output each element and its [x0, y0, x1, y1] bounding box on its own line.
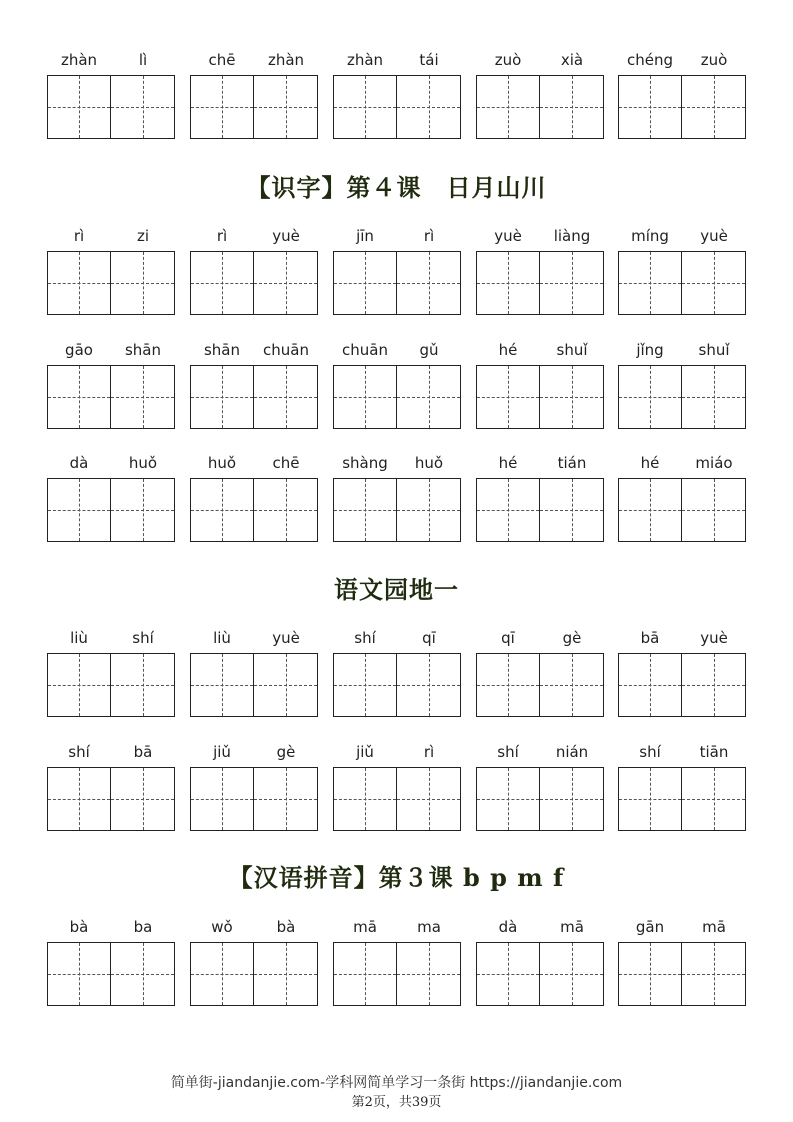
writing-grid-cell[interactable] — [190, 767, 254, 831]
pinyin-label: zi — [136, 227, 150, 245]
writing-grid-cell[interactable] — [254, 251, 318, 315]
pinyin-label: gè — [562, 629, 582, 647]
writing-grid-cell[interactable] — [47, 251, 111, 315]
writing-grid-cell[interactable] — [540, 365, 604, 429]
pinyin-label: bà — [69, 918, 89, 936]
writing-grid-cell[interactable] — [682, 767, 746, 831]
pinyin-label: huǒ — [207, 454, 237, 472]
word-group — [618, 742, 746, 842]
writing-grid-cell[interactable] — [682, 653, 746, 717]
pinyin-label: gǔ — [419, 341, 439, 359]
writing-grid-cell[interactable] — [618, 75, 682, 139]
writing-grid-cell[interactable] — [618, 942, 682, 1006]
pinyin-label: qī — [422, 629, 436, 647]
pinyin-label: yuè — [494, 227, 522, 245]
pinyin-label: tián — [557, 454, 587, 472]
pinyin-row — [0, 742, 793, 842]
pinyin-label: chéng — [626, 51, 673, 69]
pinyin-label: miáo — [695, 454, 733, 472]
pinyin-label: zhàn — [60, 51, 98, 69]
pinyin-label: tiān — [699, 743, 729, 761]
writing-grid-cell[interactable] — [397, 75, 461, 139]
pinyin-label: shí — [354, 629, 376, 647]
pinyin-row — [0, 917, 793, 1017]
pinyin-label: bà — [276, 918, 296, 936]
pinyin-label: chuān — [342, 341, 388, 359]
word-group — [47, 628, 175, 728]
writing-grid-cell[interactable] — [540, 75, 604, 139]
word-group — [333, 50, 461, 150]
pinyin-label: dà — [69, 454, 89, 472]
section-title: 【识字】第４课 日月山川 — [246, 173, 547, 202]
writing-grid-cell[interactable] — [618, 251, 682, 315]
pinyin-label: huǒ — [128, 454, 158, 472]
writing-grid-cell[interactable] — [540, 942, 604, 1006]
pinyin-label: chē — [208, 51, 236, 69]
pinyin-label: gè — [276, 743, 296, 761]
word-group — [476, 742, 604, 842]
writing-grid-cell[interactable] — [682, 75, 746, 139]
footer-source: 简单街-jiandanjie.com-学科网简单学习一条街 https://jiandanjie.com — [170, 1075, 623, 1091]
pinyin-label: bā — [133, 743, 153, 761]
pinyin-label: jiǔ — [213, 743, 231, 761]
word-group — [476, 50, 604, 150]
pinyin-label: chē — [272, 454, 300, 472]
pinyin-label: zhàn — [267, 51, 305, 69]
pinyin-label: mā — [702, 918, 726, 936]
word-group — [190, 628, 318, 728]
writing-grid-cell[interactable] — [333, 767, 397, 831]
pinyin-label: hé — [498, 341, 518, 359]
page-number: 第2页，共39页 — [351, 1095, 442, 1110]
writing-grid-cell[interactable] — [254, 653, 318, 717]
writing-grid-cell[interactable] — [190, 478, 254, 542]
writing-grid-cell[interactable] — [476, 653, 540, 717]
word-group — [333, 628, 461, 728]
pinyin-label: rì — [423, 227, 435, 245]
pinyin-label: shàng — [342, 454, 388, 472]
pinyin-label: ma — [417, 918, 441, 936]
writing-grid-cell[interactable] — [476, 767, 540, 831]
pinyin-label: yuè — [272, 227, 300, 245]
writing-grid-cell[interactable] — [618, 653, 682, 717]
word-group — [47, 340, 175, 440]
writing-grid-cell[interactable] — [540, 478, 604, 542]
word-group — [476, 628, 604, 728]
writing-grid-cell[interactable] — [476, 251, 540, 315]
pinyin-label: zuò — [700, 51, 728, 69]
word-group — [333, 453, 461, 553]
pinyin-label: lì — [138, 51, 148, 69]
writing-grid-cell[interactable] — [47, 75, 111, 139]
section-title: 【汉语拼音】第３课 b p m f — [228, 863, 565, 892]
word-group — [333, 226, 461, 326]
writing-grid-cell[interactable] — [682, 251, 746, 315]
writing-grid-cell[interactable] — [682, 365, 746, 429]
writing-grid-cell[interactable] — [476, 942, 540, 1006]
word-group — [47, 453, 175, 553]
word-group — [190, 453, 318, 553]
pinyin-label: ba — [133, 918, 153, 936]
word-group — [476, 340, 604, 440]
word-group — [476, 226, 604, 326]
pinyin-label: zuò — [494, 51, 522, 69]
pinyin-label: hé — [498, 454, 518, 472]
writing-grid-cell[interactable] — [47, 365, 111, 429]
word-group — [190, 50, 318, 150]
pinyin-label: mā — [353, 918, 377, 936]
writing-grid-cell[interactable] — [190, 942, 254, 1006]
writing-grid-cell[interactable] — [476, 478, 540, 542]
writing-grid-cell[interactable] — [540, 251, 604, 315]
word-group — [618, 917, 746, 1017]
word-group — [333, 742, 461, 842]
pinyin-row — [0, 226, 793, 326]
writing-grid-cell[interactable] — [254, 75, 318, 139]
pinyin-label: jǐng — [636, 341, 664, 359]
word-group — [190, 742, 318, 842]
writing-grid-cell[interactable] — [333, 365, 397, 429]
writing-grid-cell[interactable] — [111, 365, 175, 429]
pinyin-row — [0, 340, 793, 440]
writing-grid-cell[interactable] — [111, 942, 175, 1006]
pinyin-label: liù — [213, 629, 231, 647]
word-group — [190, 226, 318, 326]
writing-grid-cell[interactable] — [254, 767, 318, 831]
word-group — [333, 340, 461, 440]
writing-grid-cell[interactable] — [111, 478, 175, 542]
word-group — [618, 340, 746, 440]
word-group — [333, 917, 461, 1017]
pinyin-label: jīn — [356, 227, 374, 245]
word-group — [618, 50, 746, 150]
pinyin-label: rì — [423, 743, 435, 761]
pinyin-label: wǒ — [211, 918, 233, 936]
writing-grid-cell[interactable] — [397, 942, 461, 1006]
pinyin-label: dà — [498, 918, 518, 936]
pinyin-label: xià — [560, 51, 584, 69]
pinyin-label: liàng — [553, 227, 591, 245]
word-group — [476, 453, 604, 553]
pinyin-label: mā — [560, 918, 584, 936]
writing-grid-cell[interactable] — [254, 365, 318, 429]
writing-grid-cell[interactable] — [190, 365, 254, 429]
writing-grid-cell[interactable] — [618, 478, 682, 542]
writing-grid-cell[interactable] — [618, 365, 682, 429]
writing-grid-cell[interactable] — [333, 75, 397, 139]
writing-grid-cell[interactable] — [333, 478, 397, 542]
pinyin-label: shí — [497, 743, 519, 761]
writing-grid-cell[interactable] — [682, 942, 746, 1006]
writing-grid-cell[interactable] — [47, 653, 111, 717]
word-group — [47, 50, 175, 150]
writing-grid-cell[interactable] — [254, 478, 318, 542]
pinyin-label: shí — [68, 743, 90, 761]
writing-grid-cell[interactable] — [190, 251, 254, 315]
writing-grid-cell[interactable] — [111, 767, 175, 831]
pinyin-row — [0, 453, 793, 553]
writing-grid-cell[interactable] — [190, 653, 254, 717]
pinyin-label: hé — [640, 454, 660, 472]
pinyin-row — [0, 628, 793, 728]
writing-grid-cell[interactable] — [190, 75, 254, 139]
writing-grid-cell[interactable] — [682, 478, 746, 542]
writing-grid-cell[interactable] — [111, 653, 175, 717]
pinyin-label: nián — [555, 743, 589, 761]
pinyin-label: shān — [124, 341, 162, 359]
word-group — [618, 226, 746, 326]
word-group — [618, 453, 746, 553]
writing-grid-cell[interactable] — [476, 75, 540, 139]
writing-grid-cell[interactable] — [476, 365, 540, 429]
writing-grid-cell[interactable] — [540, 653, 604, 717]
writing-grid-cell[interactable] — [333, 251, 397, 315]
pinyin-label: tái — [419, 51, 439, 69]
writing-grid-cell[interactable] — [397, 365, 461, 429]
pinyin-label: yuè — [272, 629, 300, 647]
pinyin-label: míng — [631, 227, 669, 245]
pinyin-label: zhàn — [346, 51, 384, 69]
writing-grid-cell[interactable] — [540, 767, 604, 831]
section-title: 语文园地一 — [334, 575, 459, 604]
pinyin-label: liù — [70, 629, 88, 647]
writing-grid-cell[interactable] — [47, 478, 111, 542]
pinyin-label: gāo — [65, 341, 93, 359]
pinyin-label: yuè — [700, 629, 728, 647]
writing-grid-cell[interactable] — [397, 251, 461, 315]
writing-grid-cell[interactable] — [254, 942, 318, 1006]
pinyin-label: qī — [501, 629, 515, 647]
writing-grid-cell[interactable] — [397, 653, 461, 717]
word-group — [618, 628, 746, 728]
pinyin-label: rì — [73, 227, 85, 245]
pinyin-label: jiǔ — [356, 743, 374, 761]
writing-grid-cell[interactable] — [47, 942, 111, 1006]
pinyin-label: shuǐ — [556, 341, 588, 359]
pinyin-label: gān — [635, 918, 665, 936]
pinyin-label: rì — [216, 227, 228, 245]
word-group — [47, 742, 175, 842]
word-group — [476, 917, 604, 1017]
pinyin-label: chuān — [263, 341, 309, 359]
word-group — [190, 917, 318, 1017]
pinyin-label: huǒ — [414, 454, 444, 472]
pinyin-label: bā — [640, 629, 660, 647]
writing-grid-cell[interactable] — [618, 767, 682, 831]
word-group — [47, 226, 175, 326]
writing-grid-cell[interactable] — [333, 942, 397, 1006]
writing-grid-cell[interactable] — [333, 653, 397, 717]
writing-grid-cell[interactable] — [111, 75, 175, 139]
pinyin-row — [0, 50, 793, 150]
pinyin-label: shí — [132, 629, 154, 647]
word-group — [190, 340, 318, 440]
pinyin-label: shuǐ — [698, 341, 730, 359]
writing-grid-cell[interactable] — [111, 251, 175, 315]
writing-grid-cell[interactable] — [397, 767, 461, 831]
pinyin-label: yuè — [700, 227, 728, 245]
writing-grid-cell[interactable] — [47, 767, 111, 831]
writing-grid-cell[interactable] — [397, 478, 461, 542]
word-group — [47, 917, 175, 1017]
pinyin-label: shān — [203, 341, 241, 359]
pinyin-label: shí — [639, 743, 661, 761]
